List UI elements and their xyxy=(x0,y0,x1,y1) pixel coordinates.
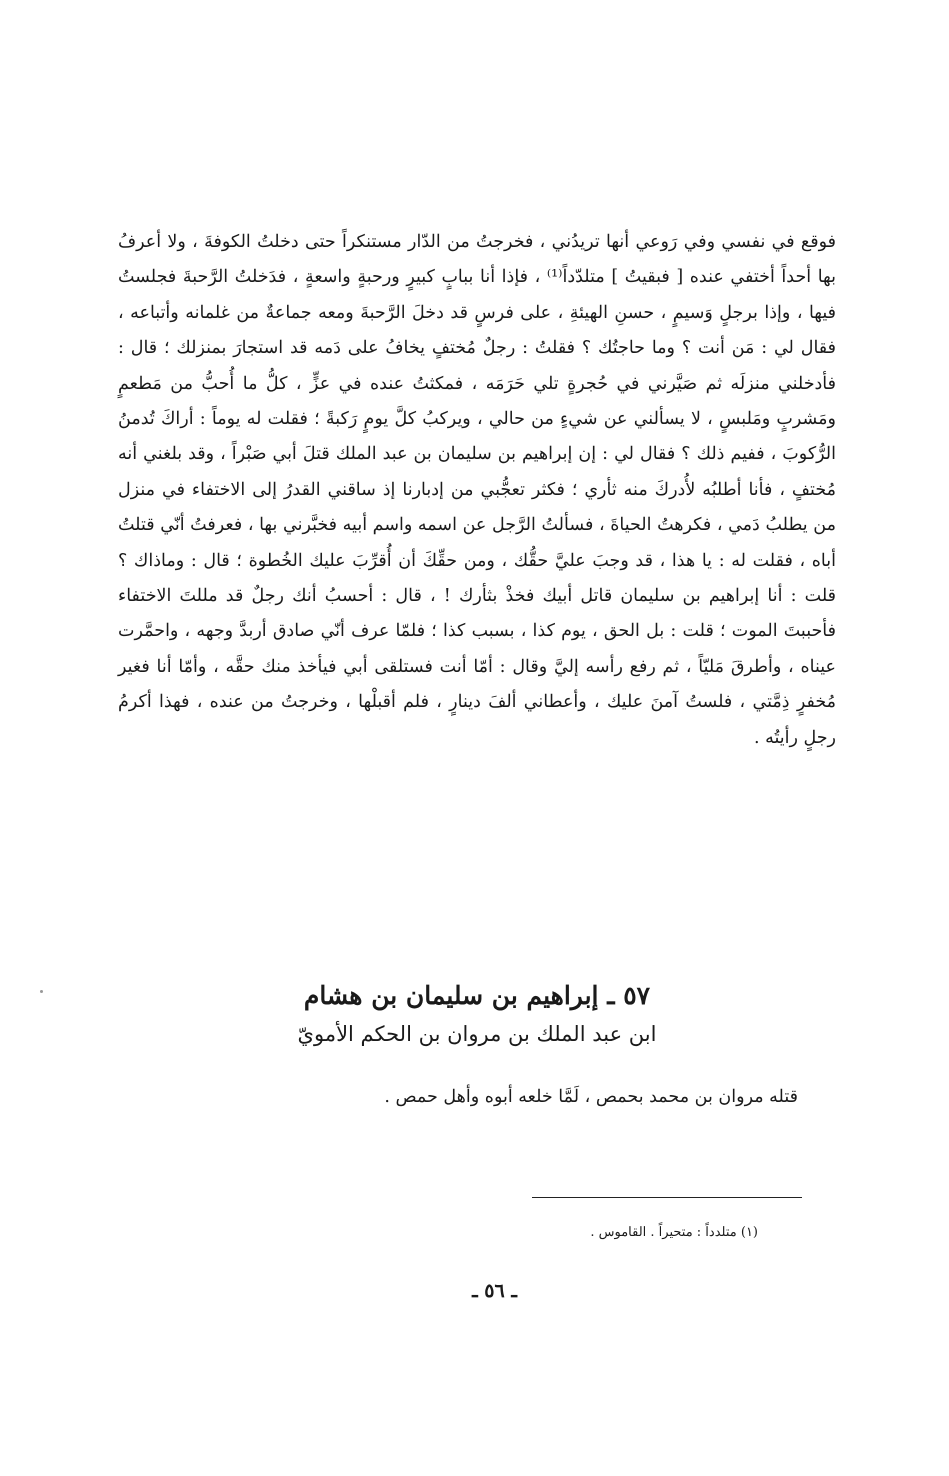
section-text: قتله مروان بن محمد بحمص ، لَمَّا خلعه أبوه وأهل حمص . xyxy=(384,1087,798,1107)
footnote: (١) متلدداً : متحيراً . القاموس . xyxy=(590,1225,758,1240)
page-number: ـ ٥٦ ـ xyxy=(472,1280,517,1302)
page-number-wrapper xyxy=(0,1280,949,1302)
main-text-block xyxy=(118,225,836,756)
main-paragraph: فوقع في نفسي وفي رَوعي أنها تريدُني ، فخرجتُ من الدّار مستنكراً حتى دخلتُ الكوفةَ ، ولا أعرفُ بها أحداً أختفي عنده [ فبقيتُ ] متلدّداً⁽¹⁾ ، فإذا أنا ببابٍ كبيرٍ ورحبةٍ واسعةٍ ، فدَخلتُ الرَّحبةَ فجلستُ فيها ، وإذا برجلٍ وَسيمٍ ، حسنِ الهيئةِ ، على فرسٍ قد دخلَ الرَّحبةَ ومعه جماعةٌ من غلمانه وأتباعه ، فقال لي : مَن أنت ؟ وما حاجتُك ؟ فقلتُ : رجلٌ مُختفٍ يخافُ على دَمه قد استجارَ بمنزلك ؛ قال : فأدخلني منزلَه ثم صَيَّرني في حُجرةٍ تلي حَرَمَه ، فمكثتُ عنده في عزٍّ ، كلُّ ما أُحبُّ من مَطعمٍ ومَشربٍ ومَلبسٍ ، لا يسألني عن شيءٍ من حالي ، ويركبُ كلَّ يومٍ رَكبةً ؛ فقلت له يوماً : أراكَ تُدمنُ الرُّكوبَ ، ففيم ذلك ؟ فقال لي : إن إبراهيم بن سليمان بن عبد الملك قتلَ أبي صَبْراً ، وقد بلغني أنه مُختفٍ ، فأنا أطلبُه لأُدركَ منه ثأري ؛ فكثر تعجُّبي من إدبارنا إذ ساقني القدرُ إلى الاختفاء في منزل من يطلبُ دَمي ، فكرهتُ الحياةَ ، فسألتُ الرَّجل عن اسمه واسم أبيه فخبَّرني بها ، فعرفتُ أنّي قتلتُ أباه ، فقلت له : يا هذا ، قد وجبَ عليَّ حقُّك ، ومن حقِّكَ أن أُقرِّبَ عليك الخُطوة ؛ قال : وماذاك ؟ قلت : أنا إبراهيم بن سليمان قاتل أبيك فخذْ بثأرك ! ، قال : أحسبُ أنك رجلٌ قد مللتَ الاختفاء فأحببتَ الموت ؛ قلت : بل الحق ، يوم كذا ، بسبب كذا ؛ فلمّا عرف أنّي صادق أربدَّ وجهه ، واحمَّرت عيناه ، وأطرقَ مَليّاً ، ثم رفع رأسه إليَّ وقال : أمّا أنت فستلقى أبي فيأخذ منك حقَّه ، وأمّا أنا فغير مُخفرٍ ذِمَّتي ، فلستُ آمنَ عليك ، وأعطاني ألفَ دينارٍ ، فلم أقبلْها ، وخرجتُ من عنده ، فهذا أكرمُ رجلٍ رأيتُه . xyxy=(118,232,836,748)
section-title: ٥٧ ـ إبراهيم بن سليمان بن هشام xyxy=(303,981,651,1010)
scan-speck xyxy=(40,990,43,993)
section-subtitle: ابن عبد الملك بن مروان بن الحكم الأمويّ xyxy=(297,1022,657,1046)
footnote-divider xyxy=(532,1197,802,1198)
